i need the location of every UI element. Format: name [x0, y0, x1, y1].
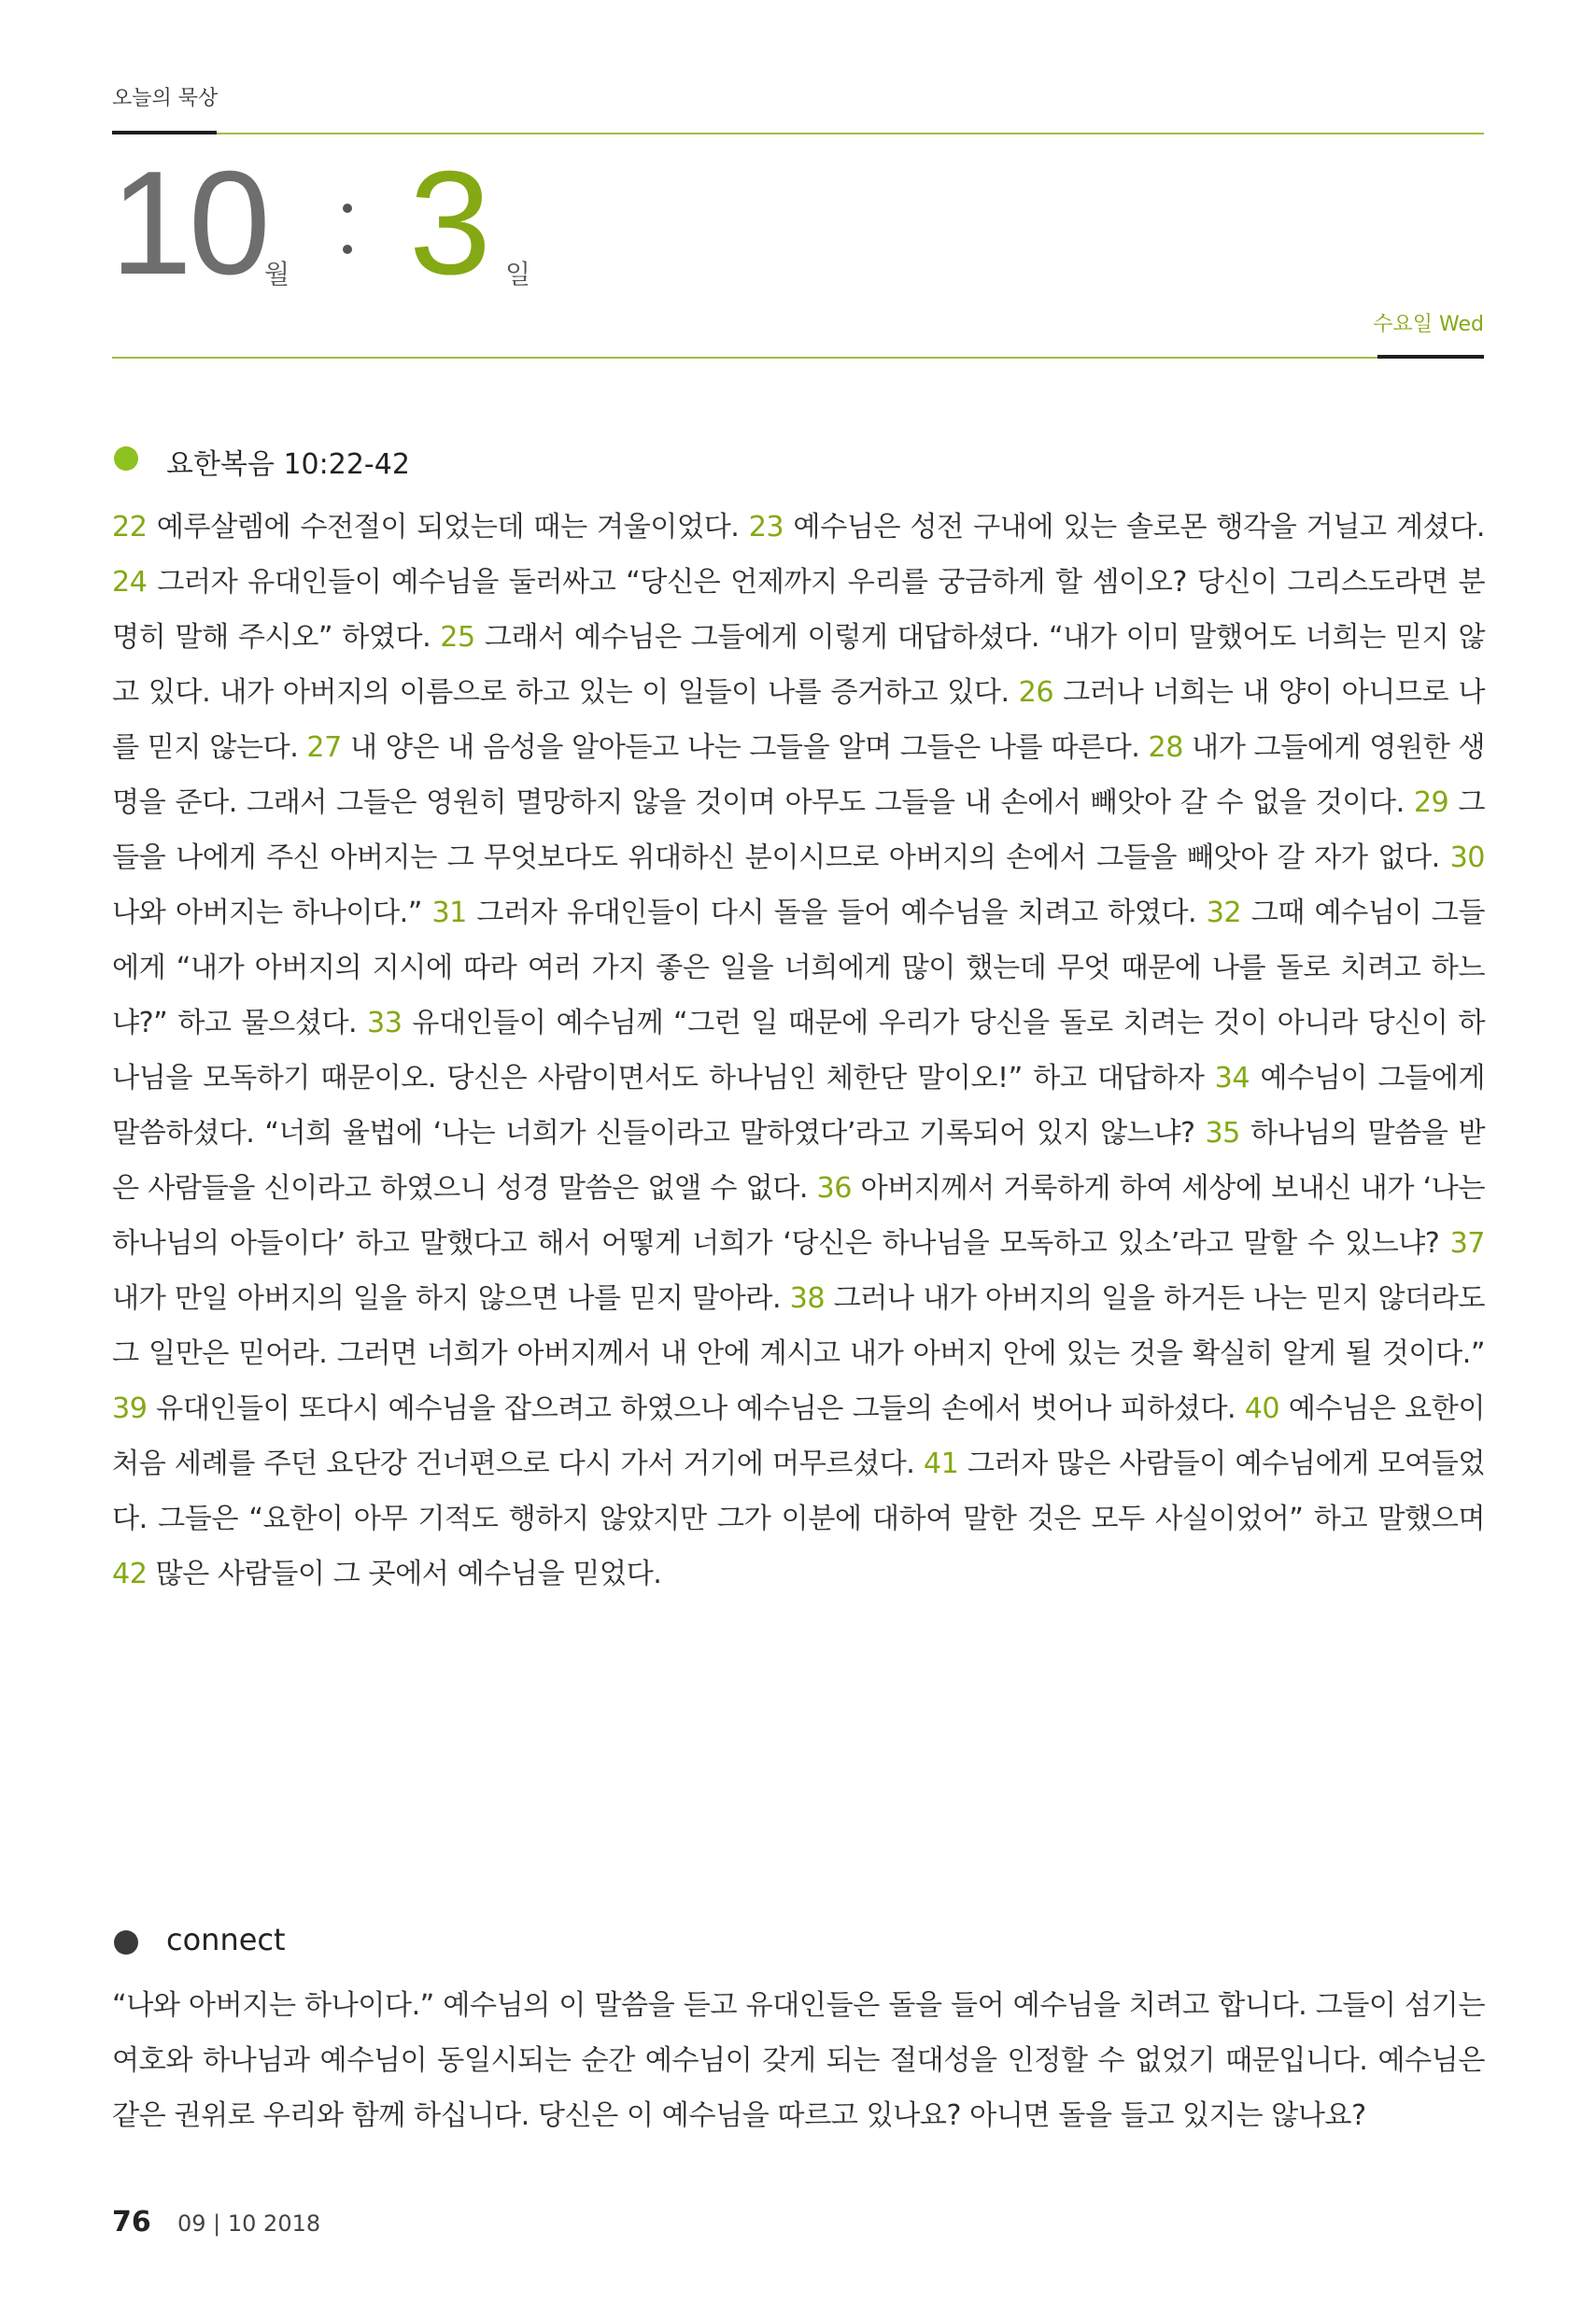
verse-number: 35 [1205, 1117, 1240, 1150]
date-rule-dark [1377, 355, 1484, 359]
colon-dot-top [343, 204, 352, 213]
month-number: 10 [110, 141, 267, 305]
day-number: 3 [409, 141, 491, 305]
passage-bullet-icon [114, 446, 138, 471]
verse-number: 42 [112, 1558, 148, 1590]
scripture-text [112, 500, 1485, 1602]
verse-text: 예수님은 요한이 처음 세례를 주던 요단강 건너편으로 다시 가서 거기에 머무르셨다. [112, 1392, 1485, 1480]
verse-number: 27 [306, 731, 342, 764]
day-unit: 일 [505, 259, 531, 290]
verse-text: 그래서 예수님은 그들에게 이렇게 대답하셨다. “내가 이미 말했어도 너희는 믿지 않고 있다. 내가 아버지의 이름으로 하고 있는 이 일들이 나를 증거하고 있다. [112, 621, 1485, 709]
verse-text: 아버지께서 거룩하게 하여 세상에 보내신 내가 ‘나는 하나님의 아들이다’ 하고 말했다고 해서 어떻게 너희가 ‘당신은 하나님을 모독하고 있소’라고 말할 수 있느냐? [112, 1172, 1485, 1260]
verse-text: 그때 예수님이 그들에게 “내가 아버지의 지시에 따라 여러 가지 좋은 일을 너희에게 많이 했는데 무엇 때문에 나를 돌로 치려고 하느냐?” 하고 물으셨다. [112, 897, 1486, 1039]
issue-label: 09 | 10 2018 [177, 2210, 321, 2237]
date-rule-green [112, 357, 1377, 359]
verse-text: 그러나 내가 아버지의 일을 하거든 나는 믿지 않더라도 그 일만은 믿어라. 그러면 너희가 아버지께서 내 안에 계시고 내가 아버지 안에 있는 것을 확실히 알게 될 것이다.” [112, 1282, 1485, 1370]
verse-text: 많은 사람들이 그 곳에서 예수님을 믿었다. [147, 1558, 662, 1590]
verse-number: 28 [1148, 731, 1183, 764]
verse-text: 그러나 너희는 내 양이 아니므로 나를 믿지 않는다. [112, 676, 1485, 764]
verse-number: 31 [431, 897, 467, 929]
connect-text: “나와 아버지는 하나이다.” 예수님의 이 말씀을 듣고 유대인들은 돌을 들어 예수님을 치려고 합니다. 그들이 섬기는 여호와 하나님과 예수님이 동일시되는 순간 예수님이 갖게 되는 절대성을 인정할 수 없었기 때문입니다. 예수님은 같은 권위로 우리와 함께 하십니다. 당신은 이 예수님을 따르고 있나요? 아니면 돌을 들고 있지는 않나요? [112, 1989, 1485, 2132]
connect-bullet-icon [114, 1930, 138, 1955]
verse-number: 24 [112, 566, 148, 599]
verse-number: 34 [1214, 1062, 1250, 1094]
page-number: 76 [112, 2206, 151, 2238]
verse-number: 40 [1244, 1392, 1280, 1425]
verse-number: 32 [1206, 897, 1242, 929]
verse-text: 그들을 나에게 주신 아버지는 그 무엇보다도 위대하신 분이시므로 아버지의 손에서 그들을 빼앗아 갈 자가 없다. [112, 786, 1486, 874]
verse-text: 예수님이 그들에게 말씀하셨다. “너희 율법에 ‘나는 너희가 신들이라고 말하였다’라고 기록되어 있지 않느냐? [112, 1062, 1485, 1150]
verse-text: 하나님의 말씀을 받은 사람들을 신이라고 하였으니 성경 말씀은 없앨 수 없다. [112, 1117, 1485, 1205]
verse-number: 23 [748, 511, 784, 544]
verse-number: 33 [367, 1007, 403, 1039]
verse-number: 29 [1413, 786, 1449, 819]
verse-text: 나와 아버지는 하나이다.” [112, 897, 432, 929]
verse-text: 그러자 많은 사람들이 예수님에게 모여들었다. 그들은 “요한이 아무 기적도 행하지 않았지만 그가 이분에 대하여 말한 것은 모두 사실이었어” 하고 말했으며 [112, 1448, 1486, 1535]
verse-number: 41 [923, 1448, 959, 1480]
colon-dot-bottom [343, 245, 352, 254]
section-label: 오늘의 묵상 [112, 87, 219, 110]
verse-text: 예루살렘에 수전절이 되었는데 때는 겨울이었다. [147, 511, 749, 544]
verse-number: 37 [1449, 1227, 1485, 1260]
verse-text: 그러자 유대인들이 다시 돌을 들어 예수님을 치려고 하였다. [466, 897, 1207, 929]
verse-text: 유대인들이 예수님께 “그런 일 때문에 우리가 당신을 돌로 치려는 것이 아니라 당신이 하나님을 모독하기 때문이오. 당신은 사람이면서도 하나님인 체한단 말이오!” 하고 대답하자 [112, 1007, 1485, 1094]
verse-text: 내가 그들에게 영원한 생명을 준다. 그래서 그들은 영원히 멸망하지 않을 것이며 아무도 그들을 내 손에서 빼앗아 갈 수 없을 것이다. [112, 731, 1486, 819]
verse-text: 내 양은 내 음성을 알아듣고 나는 그들을 알며 그들은 나를 따른다. [341, 731, 1149, 764]
weekday-label: 수요일 Wed [1373, 313, 1484, 336]
verse-number: 39 [112, 1392, 148, 1425]
verse-number: 36 [816, 1172, 852, 1205]
verse-number: 22 [112, 511, 148, 544]
header-rule-green [217, 133, 1484, 134]
verse-text: 내가 만일 아버지의 일을 하지 않으면 나를 믿지 말아라. [112, 1282, 790, 1315]
month-unit: 월 [264, 259, 290, 290]
verse-number: 25 [440, 621, 475, 654]
passage-title: 요한복음 10:22-42 [166, 448, 410, 481]
verse-text: 그러자 유대인들이 예수님을 둘러싸고 “당신은 언제까지 우리를 궁금하게 할 셈이오? 당신이 그리스도라면 분명히 말해 주시오” 하였다. [112, 566, 1485, 654]
header-rule-dark [112, 131, 217, 134]
verse-text: 예수님은 성전 구내에 있는 솔로몬 행각을 거닐고 계셨다. [784, 511, 1485, 544]
verse-number: 26 [1018, 676, 1054, 709]
verse-text: 유대인들이 또다시 예수님을 잡으려고 하였으나 예수님은 그들의 손에서 벗어나 피하셨다. [147, 1392, 1245, 1425]
verse-number: 38 [789, 1282, 826, 1315]
connect-title: connect [166, 1922, 286, 1957]
verse-number: 30 [1449, 841, 1485, 874]
